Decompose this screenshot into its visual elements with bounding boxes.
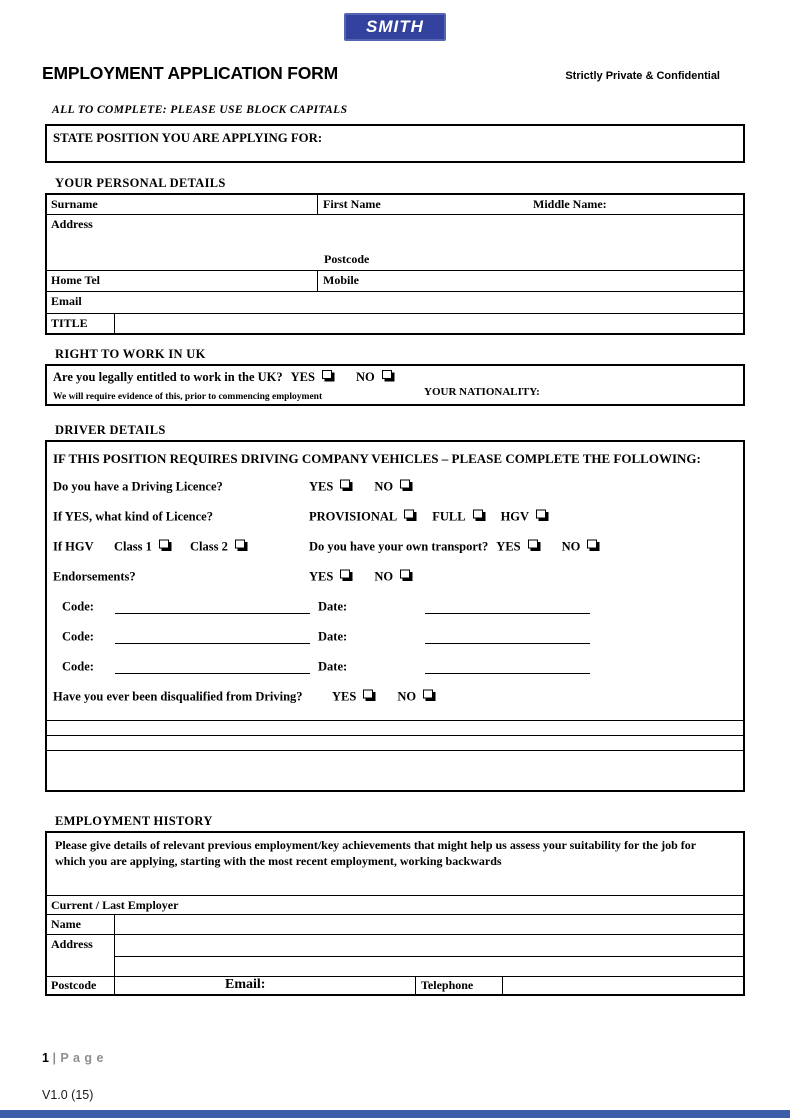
right-to-work-note-line: [53, 386, 737, 402]
driver-intro-text: IF THIS POSITION REQUIRES DRIVING COMPANY VEHICLES – PLEASE COMPLETE THE FOLLOWING:: [53, 451, 701, 466]
middle-name-input[interactable]: [619, 195, 741, 214]
disqualified-group: [332, 690, 435, 705]
employer-address-label: Address: [51, 937, 93, 951]
personal-details-heading: YOUR PERSONAL DETAILS: [55, 176, 226, 190]
disqualified-no-checkbox[interactable]: [423, 690, 433, 699]
transport-no-checkbox[interactable]: [587, 540, 597, 549]
hgv-label: HGV: [500, 509, 530, 524]
own-transport-group: [309, 540, 599, 555]
class1-group: [114, 540, 171, 555]
class1-label: Class 1: [114, 539, 152, 554]
class2-group: [190, 540, 247, 555]
work-uk-question: Are you legally entitled to work in the UK?: [53, 370, 283, 384]
employer-email-input[interactable]: [279, 977, 409, 994]
right-to-work-box: [45, 364, 745, 406]
full-label: FULL: [432, 509, 466, 524]
right-to-work-question-line: [53, 370, 737, 385]
column-divider: [114, 314, 115, 333]
empty-row[interactable]: [47, 735, 743, 750]
transport-yes-checkbox[interactable]: [528, 540, 538, 549]
work-uk-yes-checkbox[interactable]: [322, 370, 332, 379]
provisional-label: PROVISIONAL: [309, 509, 398, 524]
column-divider: [317, 195, 318, 214]
work-uk-no-checkbox[interactable]: [382, 370, 392, 379]
licence-question: Do you have a Driving Licence?: [53, 479, 223, 494]
code-label: Code:: [62, 629, 94, 644]
middle-name-label: Middle Name:: [533, 197, 607, 211]
date-label: Date:: [318, 659, 348, 674]
driving-licence-line: [53, 472, 737, 502]
if-hgv-label: If HGV: [53, 539, 94, 554]
nationality-label: YOUR NATIONALITY:: [424, 386, 540, 398]
no-label: NO: [397, 689, 417, 704]
nationality-input[interactable]: [553, 386, 735, 402]
current-employer-row: [47, 895, 743, 914]
licence-no-checkbox[interactable]: [400, 480, 410, 489]
evidence-note: We will require evidence of this, prior to commencing employment: [53, 392, 323, 402]
date-input-1[interactable]: [425, 613, 590, 614]
employment-history-box: [45, 831, 745, 996]
no-label: NO: [355, 370, 375, 384]
employer-contact-row: [47, 976, 743, 994]
code-date-row: [53, 652, 737, 682]
position-box: [45, 124, 745, 163]
yes-label: YES: [309, 569, 334, 584]
home-tel-input[interactable]: [117, 271, 315, 291]
licence-kind-group: [309, 510, 548, 525]
employer-postcode-input[interactable]: [117, 977, 217, 994]
driver-intro-line: [53, 446, 737, 472]
hgv-checkbox[interactable]: [536, 510, 546, 519]
employer-name-label: Name: [51, 917, 81, 931]
hgv-class-line: [53, 532, 737, 562]
code-input-3[interactable]: [115, 673, 310, 674]
block-capitals-note: ALL TO COMPLETE: PLEASE USE BLOCK CAPITALS: [52, 104, 348, 116]
endorsements-group: [309, 570, 412, 585]
date-label: Date:: [318, 629, 348, 644]
logo-text: SMITH: [366, 17, 424, 36]
yes-label: YES: [290, 370, 315, 384]
date-label: Date:: [318, 599, 348, 614]
code-label: Code:: [62, 659, 94, 674]
column-divider: [415, 977, 416, 994]
no-label: NO: [374, 569, 394, 584]
empty-row[interactable]: [47, 750, 743, 790]
disqualified-line: [53, 682, 737, 712]
first-name-label: First Name: [323, 197, 381, 211]
full-checkbox[interactable]: [473, 510, 483, 519]
title-label: TITLE: [51, 316, 88, 330]
empty-row[interactable]: [47, 720, 743, 735]
licence-answer-group: [309, 480, 412, 495]
no-label: NO: [561, 539, 581, 554]
first-name-input[interactable]: [392, 195, 527, 214]
home-tel-label: Home Tel: [51, 273, 101, 287]
postcode-input[interactable]: [395, 252, 575, 270]
licence-kind-question: If YES, what kind of Licence?: [53, 509, 213, 524]
driver-details-heading: DRIVER DETAILS: [55, 423, 166, 437]
no-label: NO: [374, 479, 394, 494]
right-to-work-heading: RIGHT TO WORK IN UK: [55, 347, 206, 361]
column-divider: [502, 977, 503, 994]
address-input[interactable]: [113, 215, 741, 250]
address-inner-line: [114, 956, 743, 957]
yes-label: YES: [332, 689, 357, 704]
employer-telephone-label: Telephone: [421, 978, 474, 992]
mobile-label: Mobile: [323, 273, 359, 287]
surname-input[interactable]: [109, 195, 315, 214]
endorsements-line: [53, 562, 737, 592]
employment-history-heading: EMPLOYMENT HISTORY: [55, 814, 213, 828]
employer-postcode-label: Postcode: [51, 978, 97, 992]
address-row: [47, 214, 743, 270]
email-input[interactable]: [107, 292, 741, 313]
page-title: EMPLOYMENT APPLICATION FORM: [42, 63, 338, 83]
column-divider: [317, 271, 318, 291]
confidential-note: Strictly Private & Confidential: [565, 70, 720, 82]
licence-yes-checkbox[interactable]: [340, 480, 350, 489]
page-word: | P a g e: [52, 1051, 104, 1065]
phone-row: [47, 270, 743, 291]
class2-checkbox[interactable]: [235, 540, 245, 549]
employer-name-input[interactable]: [117, 915, 741, 934]
title-input[interactable]: [117, 314, 741, 333]
code-date-row: [53, 622, 737, 652]
position-label: STATE POSITION YOU ARE APPLYING FOR:: [53, 131, 323, 145]
class2-label: Class 2: [190, 539, 228, 554]
code-date-row: [53, 592, 737, 622]
column-divider: [114, 915, 115, 934]
personal-details-table: [45, 193, 745, 335]
endorsements-yes-checkbox[interactable]: [340, 570, 350, 579]
email-row: [47, 291, 743, 313]
surname-row: [47, 195, 743, 214]
code-input-1[interactable]: [115, 613, 310, 614]
endorsements-label: Endorsements?: [53, 569, 136, 584]
employer-email-label: Email:: [225, 977, 266, 992]
current-employer-label: Current / Last Employer: [51, 898, 179, 912]
email-label: Email: [51, 294, 82, 308]
mobile-input[interactable]: [377, 271, 741, 291]
date-input-3[interactable]: [425, 673, 590, 674]
code-label: Code:: [62, 599, 94, 614]
bottom-accent-bar: [0, 1110, 790, 1118]
transport-question: Do you have your own transport?: [309, 539, 489, 554]
address-label: Address: [51, 217, 93, 231]
yes-label: YES: [309, 479, 334, 494]
provisional-checkbox[interactable]: [404, 510, 414, 519]
driver-details-box: [45, 440, 745, 792]
disqualified-question: Have you ever been disqualified from Driving?: [53, 689, 303, 704]
class1-checkbox[interactable]: [159, 540, 169, 549]
spacer: [53, 712, 737, 720]
date-input-2[interactable]: [425, 643, 590, 644]
employer-name-row: [47, 914, 743, 934]
surname-label: Surname: [51, 197, 98, 211]
position-input[interactable]: [347, 126, 741, 161]
code-input-2[interactable]: [115, 643, 310, 644]
disqualified-yes-checkbox[interactable]: [363, 690, 373, 699]
employer-address-input[interactable]: [117, 935, 741, 955]
employment-history-intro: Please give details of relevant previous employment/key achievements that might help us assess your suitability for the job for which you are applying, starting with the most recent employment, working backwards: [55, 838, 696, 869]
licence-kind-line: [53, 502, 737, 532]
page-number: 1: [42, 1051, 49, 1065]
title-row-cell: [47, 313, 743, 333]
page-footer: [42, 1051, 104, 1065]
column-divider: [114, 977, 115, 994]
employer-telephone-input[interactable]: [505, 977, 741, 994]
version-label: V1.0 (15): [42, 1088, 94, 1102]
employer-address-row: [47, 934, 743, 976]
postcode-label: Postcode: [324, 252, 370, 266]
endorsements-no-checkbox[interactable]: [400, 570, 410, 579]
title-row: [42, 63, 720, 84]
company-logo: [344, 13, 446, 41]
yes-label: YES: [496, 539, 521, 554]
